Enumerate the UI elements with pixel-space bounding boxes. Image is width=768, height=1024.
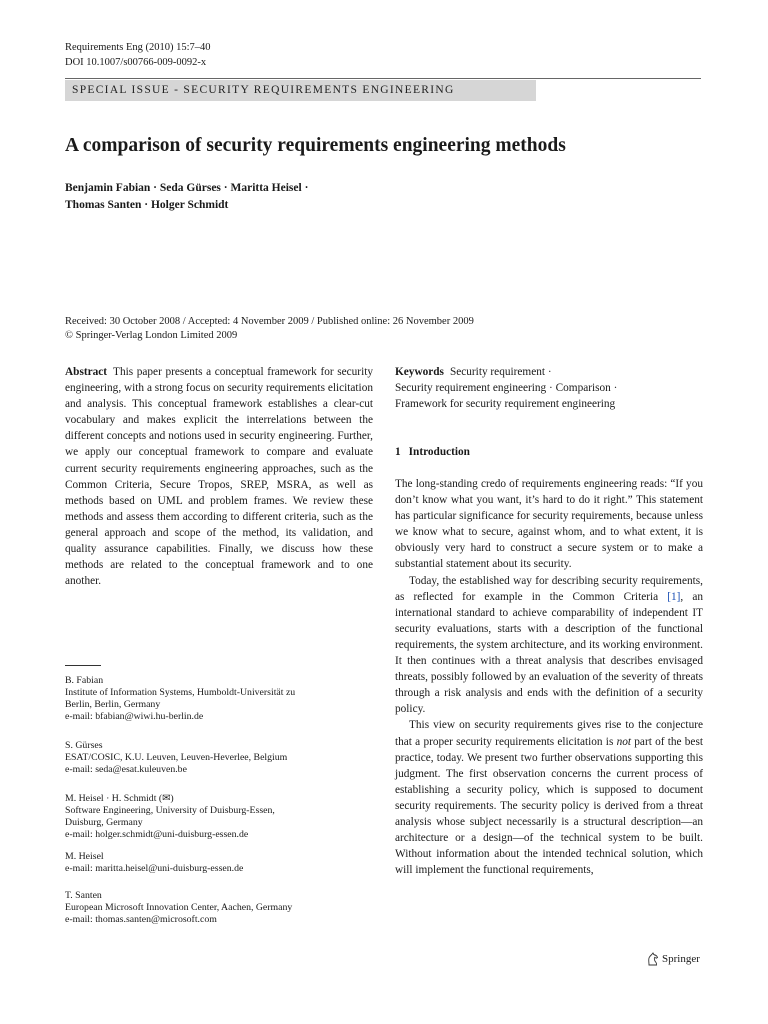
section-heading-introduction [395, 445, 470, 459]
section-number: 1 [395, 446, 401, 458]
keywords-line-1: Security requirement · [449, 366, 552, 378]
affiliation-line: Software Engineering, University of Duisburg-Essen, [65, 805, 275, 816]
keywords [395, 364, 705, 412]
affiliation-line: B. Fabian [65, 675, 104, 686]
affiliation-email[interactable]: e-mail: seda@esat.kuleuven.be [65, 764, 187, 775]
affiliation-line: T. Santen [65, 890, 102, 901]
authors-line-2: Thomas Santen · Holger Schmidt [65, 199, 229, 211]
keywords-line-3: Framework for security requirement engineering [395, 398, 616, 411]
text-run: This view on security requirements gives rise to the conjecture that a proper security requirements elicitation is [395, 719, 703, 748]
publication-dates [65, 315, 705, 343]
affiliation-email[interactable]: e-mail: thomas.santen@microsoft.com [65, 914, 217, 925]
abstract-text: This paper presents a conceptual framework for security engineering, with a strong focus on security requirements elicitation and analysis. This conceptual framework establishes a clear-cut vocabulary and makes explicit the interrelations between the different concepts and notions used in security engineering. Further, we apply our conceptual framework to compare and evaluate current security requirements engineering approaches, such as the Common Criteria, Secure Tropos, SREP, MSRA, as well as methods based on UML and problem frames. We review these methods and assess them according to different criteria, such as the general approach and scope of the method, its validation, and quality assurance capabilities. Finally, we discuss how these methods are related to the conceptual framework and to one another. [65, 366, 373, 588]
abstract [65, 364, 373, 589]
emphasis: not [616, 735, 632, 748]
affiliation-line: M. Heisel [65, 851, 104, 862]
springer-horse-icon [646, 952, 659, 966]
citation-link[interactable]: [1] [667, 590, 681, 603]
text-run: , an international standard to achieve comparability of independent IT security evaluations, starts with a description of the functional requirements, the system architecture, and its working environment. It then continues with a threat analysis that describes envisaged threats, possibly followed by an evaluation of the severity of threats through a risk analysis and ends with the definition of a security policy. [395, 590, 704, 716]
abstract-label: Abstract [65, 366, 108, 378]
affiliation-heisel-schmidt [65, 793, 375, 841]
header-rule [65, 78, 701, 79]
affiliation-fabian [65, 675, 375, 723]
affiliation-line: M. Heisel · H. Schmidt (✉) [65, 793, 174, 804]
affiliation-email[interactable]: e-mail: bfabian@wiwi.hu-berlin.de [65, 711, 204, 722]
doi: DOI 10.1007/s00766-009-0092-x [65, 57, 207, 68]
affiliation-line: S. Gürses [65, 740, 103, 751]
affiliation-line: ESAT/COSIC, K.U. Leuven, Leuven-Heverlee, Belgium [65, 752, 288, 763]
affiliation-line: Duisburg, Germany [65, 817, 143, 828]
intro-paragraph-2 [395, 573, 703, 718]
copyright: © Springer-Verlag London Limited 2009 [65, 330, 238, 341]
affiliation-email[interactable]: e-mail: holger.schmidt@uni-duisburg-essen.de [65, 829, 249, 840]
affiliation-line: Berlin, Berlin, Germany [65, 699, 161, 710]
paper-title: A comparison of security requirements engineering methods [65, 135, 566, 156]
footnote-rule [65, 665, 101, 666]
author-list [65, 180, 465, 214]
text-run: part of the best practice, today. We present two further observations supporting this judgment. The first observation concerns the current process of establishing a security policy, which is supposed to document security requirements. The security policy is derived from a threat analysis whose subject necessarily is a structural description—an architecture or a design—of the technical system to be built. Without information about the intended technical solution, which will implement the functional requirements, [395, 735, 703, 877]
publisher-logo [646, 951, 700, 967]
affiliation-gurses [65, 740, 375, 776]
affiliation-santen [65, 890, 375, 926]
journal-info [65, 40, 211, 70]
keywords-line-2: Security requirement engineering · Comparison · [395, 382, 618, 395]
affiliation-line: Institute of Information Systems, Humboldt-Universität zu [65, 687, 296, 698]
publisher-name: Springer [662, 953, 700, 965]
affiliation-heisel [65, 851, 375, 875]
keywords-label: Keywords [395, 366, 444, 378]
affiliation-email[interactable]: e-mail: maritta.heisel@uni-duisburg-essen.de [65, 863, 244, 874]
received-accepted-published: Received: 30 October 2008 / Accepted: 4 November 2009 / Published online: 26 November 2009 [65, 316, 474, 327]
affiliation-line: European Microsoft Innovation Center, Aachen, Germany [65, 902, 293, 913]
intro-paragraph-3 [395, 717, 703, 878]
authors-line-1: Benjamin Fabian · Seda Gürses · Maritta Heisel · [65, 182, 309, 194]
introduction-body [395, 476, 703, 878]
special-issue-banner: SPECIAL ISSUE - SECURITY REQUIREMENTS ENGINEERING [65, 80, 536, 101]
intro-paragraph-1: The long-standing credo of requirements engineering reads: “If you don’t know what you want, it’s hard to do it right.” This statement has particular significance for security requirements, because unless we know what to secure, against whom, and to what extent, it is obviously very hard to construct a secure system or to make a substantial statement about its security. [395, 478, 703, 571]
journal-citation: Requirements Eng (2010) 15:7–40 [65, 42, 211, 53]
section-title: Introduction [408, 446, 470, 458]
text-run: Today, the established way for describing security requirements, as reflected for example in the Common Criteria [395, 574, 703, 603]
